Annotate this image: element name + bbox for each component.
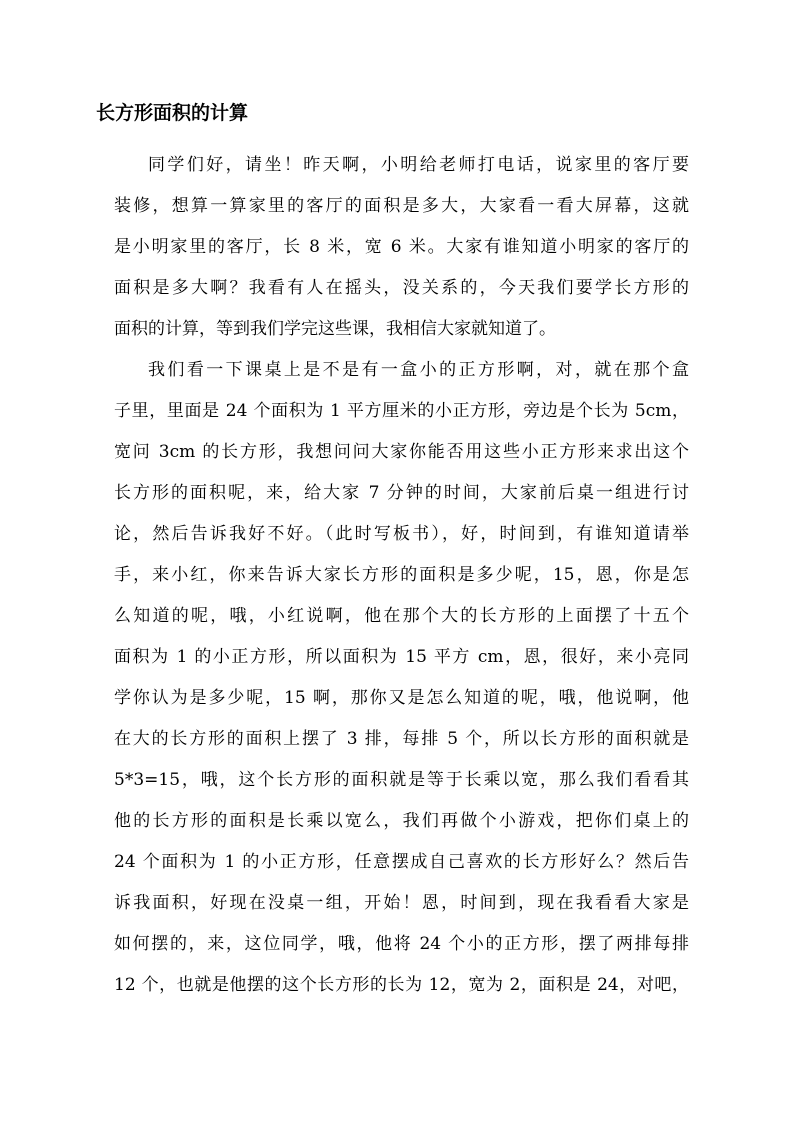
paragraph-line: 同学们好，请坐！昨天啊，小明给老师打电话，说家里的客厅要 [148, 155, 689, 175]
paragraph-line: 长方形的面积呢，来，给大家 7 分钟的时间，大家前后桌一组进行讨 [114, 483, 689, 503]
paragraph-line: 是小明家里的客厅，长 8 米，宽 6 米。大家有谁知道小明家的客厅的 [114, 237, 689, 257]
paragraph-line: 面积是多大啊？我看有人在摇头，没关系的，今天我们要学长方形的 [114, 278, 689, 298]
paragraph-line: 在大的长方形的面积上摆了 3 排，每排 5 个，所以长方形的面积就是 [114, 729, 689, 749]
document-title: 长方形面积的计算 [96, 102, 249, 124]
paragraph-line: 学你认为是多少呢，15 啊，那你又是怎么知道的呢，哦，他说啊，他 [114, 688, 689, 708]
paragraph-line: 面积为 1 的小正方形，所以面积为 15 平方 cm，恩，很好，来小亮同 [114, 647, 689, 667]
paragraph-line: 宽问 3cm 的长方形，我想问问大家你能否用这些小正方形来求出这个 [114, 442, 689, 462]
paragraph-line: 12 个，也就是他摆的这个长方形的长为 12，宽为 2，面积是 24，对吧， [114, 975, 689, 995]
paragraph-line: 他的长方形的面积是长乘以宽么，我们再做个小游戏，把你们桌上的 [114, 811, 689, 831]
paragraph-line: 手，来小红，你来告诉大家长方形的面积是多少呢，15，恩，你是怎 [114, 565, 689, 585]
paragraph-line: 诉我面积，好现在没桌一组，开始！恩，时间到，现在我看看大家是 [114, 893, 689, 913]
paragraph-line: 我们看一下课桌上是不是有一盒小的正方形啊，对，就在那个盒 [148, 360, 689, 380]
paragraph-line: 24 个面积为 1 的小正方形，任意摆成自己喜欢的长方形好么？然后告 [114, 852, 689, 872]
document-body [114, 145, 689, 1006]
paragraph-line: 面积的计算，等到我们学完这些课，我相信大家就知道了。 [114, 319, 556, 339]
paragraph-1 [114, 145, 689, 350]
paragraph-line: 5*3=15，哦，这个长方形的面积就是等于长乘以宽，那么我们看看其 [114, 770, 689, 790]
paragraph-line: 子里，里面是 24 个面积为 1 平方厘米的小正方形，旁边是个长为 5cm， [114, 401, 689, 421]
paragraph-line: 装修，想算一算家里的客厅的面积是多大，大家看一看大屏幕，这就 [114, 196, 689, 216]
paragraph-line: 论，然后告诉我好不好。（此时写板书），好，时间到，有谁知道请举 [114, 524, 689, 544]
paragraph-2 [114, 350, 689, 1006]
paragraph-line: 么知道的呢，哦，小红说啊，他在那个大的长方形的上面摆了十五个 [114, 606, 689, 626]
paragraph-line: 如何摆的，来，这位同学，哦，他将 24 个小的正方形，摆了两排每排 [114, 934, 689, 954]
